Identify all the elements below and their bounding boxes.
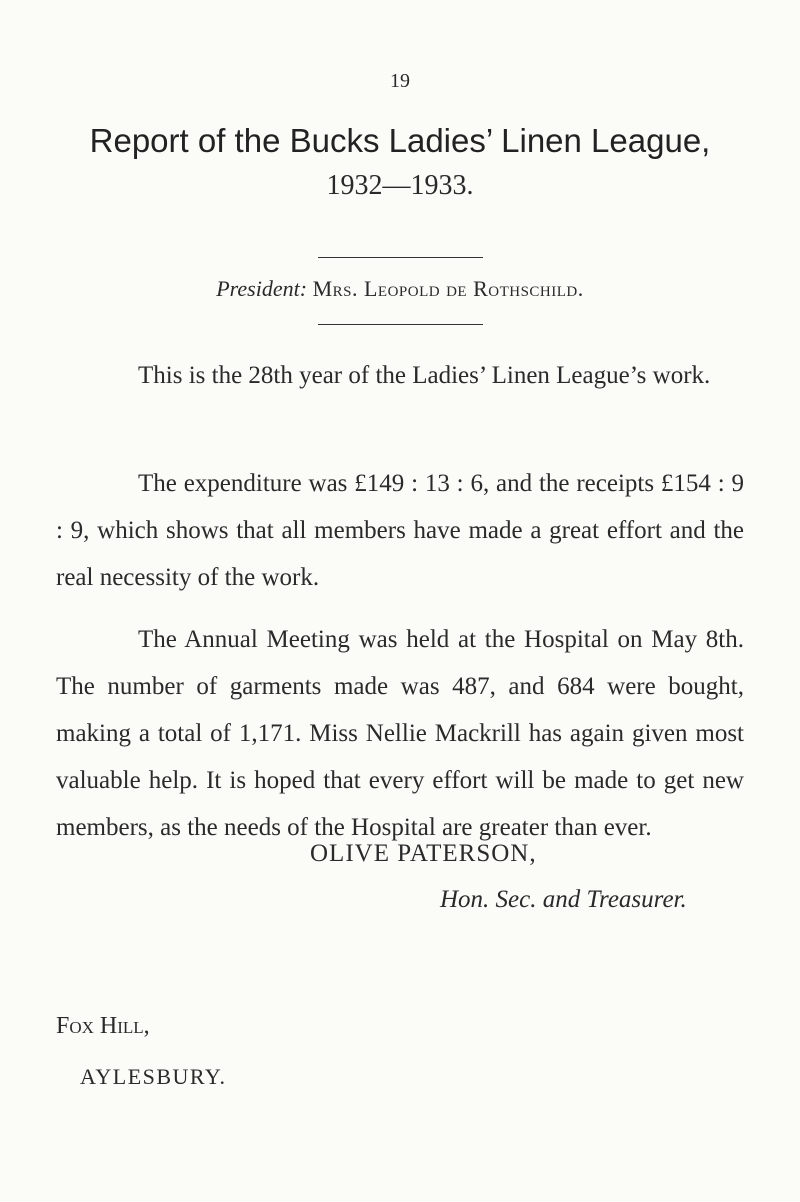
- page-number: 19: [390, 70, 410, 92]
- president-line: [0, 276, 800, 302]
- divider-top: [318, 257, 483, 258]
- divider-bottom: [318, 324, 483, 325]
- address-line-2: AYLESBURY.: [80, 1064, 227, 1089]
- paragraph-meeting: The Annual Meeting was held at the Hospital on May 8th. The number of garments made was 487, and 684 were bought, making a total of 1,171. Miss Nellie Mackrill has again given most valuable help. It is hoped that every effort will be made to get new members, as the needs of the Hospital are greater than ever.: [56, 626, 744, 841]
- paragraph-intro: This is the 28th year of the Ladies’ Linen League’s work.: [138, 362, 711, 389]
- paragraph-finances: The expenditure was £149 : 13 : 6, and the receipts £154 : 9 : 9, which shows that all members have made a great effort and the real necessity of the work.: [56, 470, 744, 591]
- report-title: Report of the Bucks Ladies’ Linen League,: [89, 122, 711, 159]
- address-line-1: Fox Hill,: [56, 1013, 150, 1039]
- president-name: Mrs. Leopold de Rothschild.: [312, 276, 584, 301]
- report-years: 1932—1933.: [326, 170, 474, 201]
- signature-role: Hon. Sec. and Treasurer.: [440, 886, 687, 913]
- signature-name: OLIVE PATERSON,: [310, 840, 537, 867]
- president-label: President:: [216, 276, 308, 301]
